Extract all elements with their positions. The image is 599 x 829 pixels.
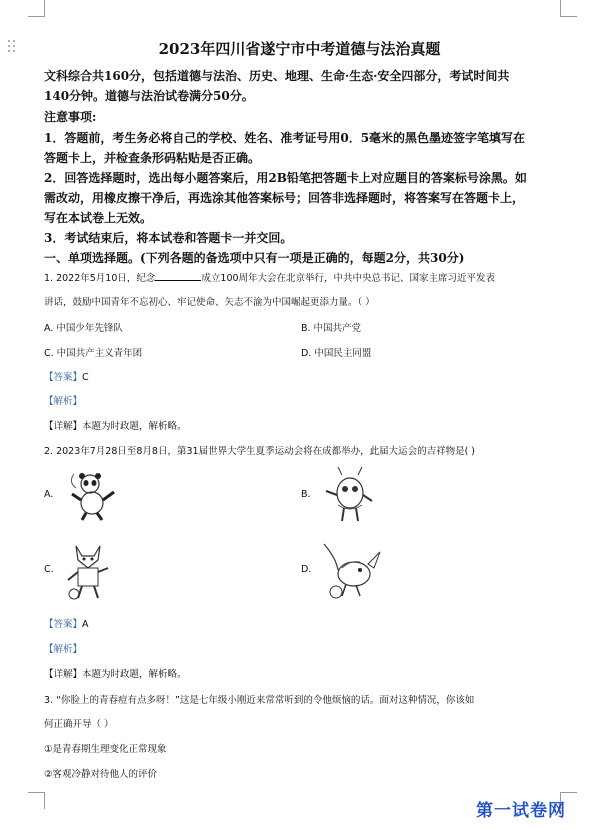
- option-a-label: A.: [44, 489, 54, 500]
- note-line: 1．答题前，考生务必将自己的学校、姓名、准考证号用0．5毫米的黑色墨迹签字笔填写在: [44, 131, 526, 145]
- option-d-label: D.: [301, 564, 312, 575]
- question-2-stem: 2. 2023年7月28日至8月8日，第31届世界大学生夏季运动会将在成都举办，此届大运会的吉祥物是( ): [44, 446, 476, 457]
- note-line: 答题卡上，并检查条形码粘贴是否正确。: [44, 151, 261, 165]
- answer-value: A: [82, 619, 89, 630]
- answer-label: 【答案】: [44, 619, 83, 630]
- intro-line: 文科综合共160分，包括道德与法治、历史、地理、生命·生态·安全四部分，考试时间共: [44, 69, 510, 83]
- note-line: 2．回答选择题时，选出每小题答案后，用2B铅笔把答题卡上对应题目的答案标号涂黑。如: [44, 171, 527, 185]
- detail-row: [44, 666, 187, 680]
- question-1-stem: [44, 270, 495, 284]
- note-line: 需改动，用橡皮擦干净后，再选涂其他答案标号；回答非选择题时，将答案写在答题卡上，: [44, 191, 525, 205]
- page-title: 2023年四川省遂宁市中考道德与法治真题: [158, 40, 441, 58]
- option-a: A. 中国少年先锋队: [44, 323, 123, 334]
- option-c: C. 中国共产主义青年团: [44, 348, 143, 359]
- question-text: 1. 2022年5月10日，纪念: [44, 273, 156, 284]
- site-watermark: 第一试卷网: [476, 801, 566, 821]
- analysis-label: 【解析】: [44, 396, 83, 407]
- mascot-creature-image[interactable]: [320, 465, 376, 525]
- analysis-label: 【解析】: [44, 644, 83, 655]
- mascot-panda-image[interactable]: [64, 470, 122, 522]
- mascot-bird-image[interactable]: [316, 538, 386, 602]
- note-line: 3．考试结束后，将本试卷和答题卡一并交回。: [44, 231, 293, 245]
- page-corner-mark: [28, 792, 45, 809]
- detail-row: [44, 418, 187, 432]
- answer-row: [44, 616, 89, 630]
- question-3-stem: 3. “你脸上的青春痘有点多呀！”这是七年级小刚近来常常听到的令他烦恼的话。面对这种情况，你该如: [44, 695, 475, 706]
- detail-label: 【详解】: [44, 421, 83, 432]
- answer-label: 【答案】: [44, 372, 83, 383]
- option-b-label: B.: [301, 489, 311, 500]
- option-c-label: C.: [44, 564, 54, 575]
- page-corner-mark: [560, 0, 577, 17]
- detail-text: 本题为时政题，解析略。: [82, 669, 187, 680]
- option-d: D. 中国民主同盟: [301, 348, 372, 359]
- question-3-stem-cont: 何正确开导（ ）: [44, 719, 114, 730]
- section-heading: 一、单项选择题。(下列各题的备选项中只有一项是正确的，每题2分，共30分): [44, 251, 465, 265]
- detail-label: 【详解】: [44, 669, 83, 680]
- detail-text: 本题为时政题，解析略。: [82, 421, 187, 432]
- notes-heading: 注意事项:: [44, 110, 97, 124]
- mascot-fox-image[interactable]: [62, 540, 114, 602]
- answer-row: [44, 369, 89, 383]
- page-corner-mark: [28, 0, 45, 17]
- answer-value: C: [82, 372, 89, 383]
- question-1-stem-cont: 讲话，鼓励中国青年不忘初心、牢记使命、矢志不渝为中国崛起更添力量。（ ）: [44, 297, 375, 308]
- intro-line: 140分钟。道德与法治试卷满分50分。: [44, 89, 254, 103]
- question-text: 成立100周年大会在北京举行，中共中央总书记、国家主席习近平发表: [201, 273, 496, 284]
- statement-item: ①是青春期生理变化正常现象: [44, 744, 167, 755]
- answer-blank: [155, 270, 201, 281]
- option-b: B. 中国共产党: [301, 323, 362, 334]
- statement-item: ②客观冷静对待他人的评价: [44, 769, 158, 780]
- note-line: 写在本试卷上无效。: [44, 211, 153, 225]
